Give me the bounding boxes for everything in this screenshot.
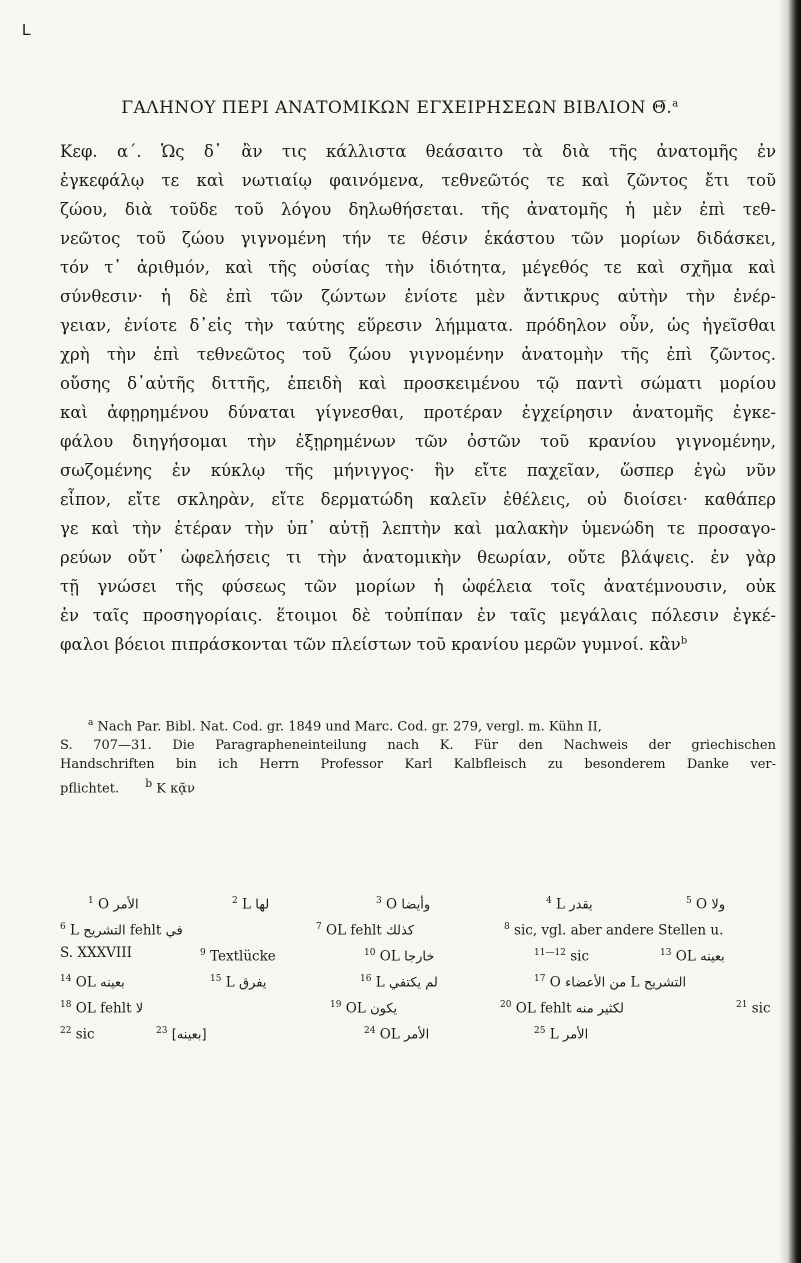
text-line: νεῶτος τοῦ ζώου γιγνομένη τήν τε θέσιν ἑκάστου τῶν μορίων διδάσκει, [60,229,776,248]
footnote-a-line: Handschriften bin ich Herrn Professor Karl Kalbfleisch zu besonderem Danke ver- [60,757,776,773]
apparatus-entry: $^7$ OL fehlt كذلك [316,922,415,939]
text-line: χρὴ τὴν ἐπὶ τεθνεῶτος τοῦ ζώου γιγνομένην ἀνατομὴν τῆς ἐπὶ ζῶντος. [60,345,776,364]
page-edge-shadow [779,0,787,1263]
text-line: γειαν, ἐνίοτε δ᾽εἰς τὴν ταύτης εὕρεσιν λήμματα. πρόδηλον οὖν, ὡς ἡγεῖσθαι [60,316,776,335]
footnote-a-last-line: pflichtet. [60,781,120,797]
apparatus-entry: $^5$ O ولا [686,896,726,913]
apparatus-entry: $^6$ L التشريح fehlt في [60,922,183,939]
text-line: οὔσης δ᾽αὐτῆς διττῆς, ἐπειδὴ καὶ προσκειμένου τῷ παντὶ σώματι μορίου [60,374,776,393]
apparatus-row [60,1018,776,1044]
apparatus-entry: $^2$ L لها [232,896,270,913]
apparatus-entry: $^{17}$ O من الأعضاء L التشريح [534,974,687,991]
title-text: ΓΑΛΗΝΟΥ ΠΕΡΙ ΑΝΑΤΟΜΙΚΩΝ ΕΓΧΕΙΡΗΣΕΩΝ ΒΙΒΛΙΟΝ Θ̅. [121,98,673,118]
apparatus-row [60,940,776,966]
footnote-b-text: K κᾷν [156,781,195,797]
text-line: γε καὶ τὴν ἑτέραν τὴν ὑπ᾽ αὐτῇ λεπτὴν καὶ μαλακὴν ὑμενώδη τε προσαγο- [60,519,776,538]
apparatus-entry: $^{13}$ OL بعينه [660,948,725,965]
main-text [60,137,776,659]
apparatus-row [60,914,776,940]
apparatus-entry: $^{19}$ OL يكون [330,1000,398,1017]
apparatus-entry: $^{18}$ OL fehlt لا [60,1000,144,1017]
text-line: ἐν ταῖς προσηγορίαις. ἕτοιμοι δὲ τοὐπίπαν ἐν ταῖς μεγάλαις πόλεσιν ἐγκέ- [60,606,776,625]
apparatus-entry: S. XXXVIII [60,945,132,961]
text-line: τόν τ᾽ ἀριθμόν, καὶ τῆς οὐσίας τὴν ἰδιότητα, μέγεθός τε καὶ σχῆμα καὶ [60,258,776,277]
text-line: καὶ ἀφῃρημένου δύναται γίγνεσθαι, προτέραν ἐγχείρησιν ἀνατομῆς ἐγκε- [60,403,776,422]
apparatus-entry: $^{25}$ L الأمر [534,1026,589,1043]
title-note-mark: a [672,98,679,110]
footnote-a [60,714,776,736]
apparatus-row [60,992,776,1018]
text-line: τῇ γνώσει τῆς φύσεως τῶν μορίων ἡ ὠφέλεια τοῖς ἀνατέμνουσιν, οὐκ [60,577,776,596]
apparatus-entry: $^1$ O الأمر [88,896,139,913]
text-line: ἐγκεφάλῳ τε καὶ νωτιαίῳ φαινόμενα, τεθνεῶτός τε καὶ ζῶντος ἔτι τοῦ [60,171,776,190]
apparatus-entry: $^{10}$ OL خارجا [364,948,435,965]
apparatus-entry: $^9$ Textlücke [200,948,276,965]
text-line [60,630,776,659]
apparatus-entry: $^{21}$ sic [736,1000,771,1017]
apparatus-entry: $^{16}$ L لم يكتفي [360,974,438,991]
last-line-text: φαλοι βόειοι πιπράσκονται τῶν πλείστων τοῦ κρανίου μερῶν γυμνοί. κἂν [60,635,681,654]
page-edge [787,0,801,1263]
apparatus-row [60,888,776,914]
apparatus-entry: $^{24}$ OL الأمر [364,1026,430,1043]
footnotes [60,714,776,799]
text-line: ζώου, διὰ τοῦδε τοῦ λόγου δηλωθήσεται. τῆς ἀνατομῆς ἡ μὲν ἐπὶ τεθ- [60,200,776,219]
running-head: L [22,22,31,39]
footnote-b-mark: b [145,777,153,791]
footnote-a-line [60,774,776,798]
text-line: σωζομένης ἐν κύκλῳ τῆς μήνιγγος· ἣν εἴτε παχεῖαν, ὥσπερ ἐγὼ νῦν [60,461,776,480]
text-line: Κεφ. α΄. Ὡς δ᾽ ἂν τις κάλλιστα θεάσαιτο τὰ διὰ τῆς ἀνατομῆς ἐν [60,142,776,161]
text-line: σύνθεσιν· ἡ δὲ ἐπὶ τῶν ζώντων ἐνίοτε μὲν ἄντικρυς αὐτὴν τὴν ἐνέρ- [60,287,776,306]
text-line: ρεύων οὔτ᾽ ὠφελήσεις τι τὴν ἀνατομικὴν θεωρίαν, οὔτε βλάψεις. ἐν γὰρ [60,548,776,567]
text-line: εἶπον, εἴτε σκληρὰν, εἴτε δερματώδη καλεῖν ἐθέλεις, οὐ διοίσει· καθάπερ [60,490,776,509]
apparatus-entry: $^{22}$ sic [60,1026,95,1043]
page-title [80,98,720,118]
apparatus-entry: $^{23}$ [بعينه] [156,1026,207,1043]
critical-apparatus [60,888,776,1044]
apparatus-entry: $^8$ sic, vgl. aber andere Stellen u. [504,922,724,939]
apparatus-row [60,966,776,992]
apparatus-entry: $^{15}$ L يفرق [210,974,267,991]
apparatus-entry: $^{20}$ OL fehlt لكثير منه [500,1000,624,1017]
footnote-a-line: Nach Par. Bibl. Nat. Cod. gr. 1849 und Marc. Cod. gr. 279, vergl. m. Kühn II, [97,719,602,735]
text-line: φάλου διηγήσομαι τὴν ἐξῃρημένων τῶν ὀστῶν τοῦ κρανίου γιγνομένην, [60,432,776,451]
apparatus-entry: $^4$ L يقدر [546,896,593,913]
apparatus-entry: $^{14}$ OL بعينه [60,974,125,991]
apparatus-entry: $^{11—12}$ sic [534,948,590,965]
footnote-a-mark: a [88,718,94,728]
apparatus-entry: $^3$ O وأيضا [376,896,431,913]
footnote-a-line: S. 707—31. Die Paragrapheneinteilung nach K. Für den Nachweis der griechischen [60,738,776,754]
note-b-mark-in-text: b [680,635,688,647]
